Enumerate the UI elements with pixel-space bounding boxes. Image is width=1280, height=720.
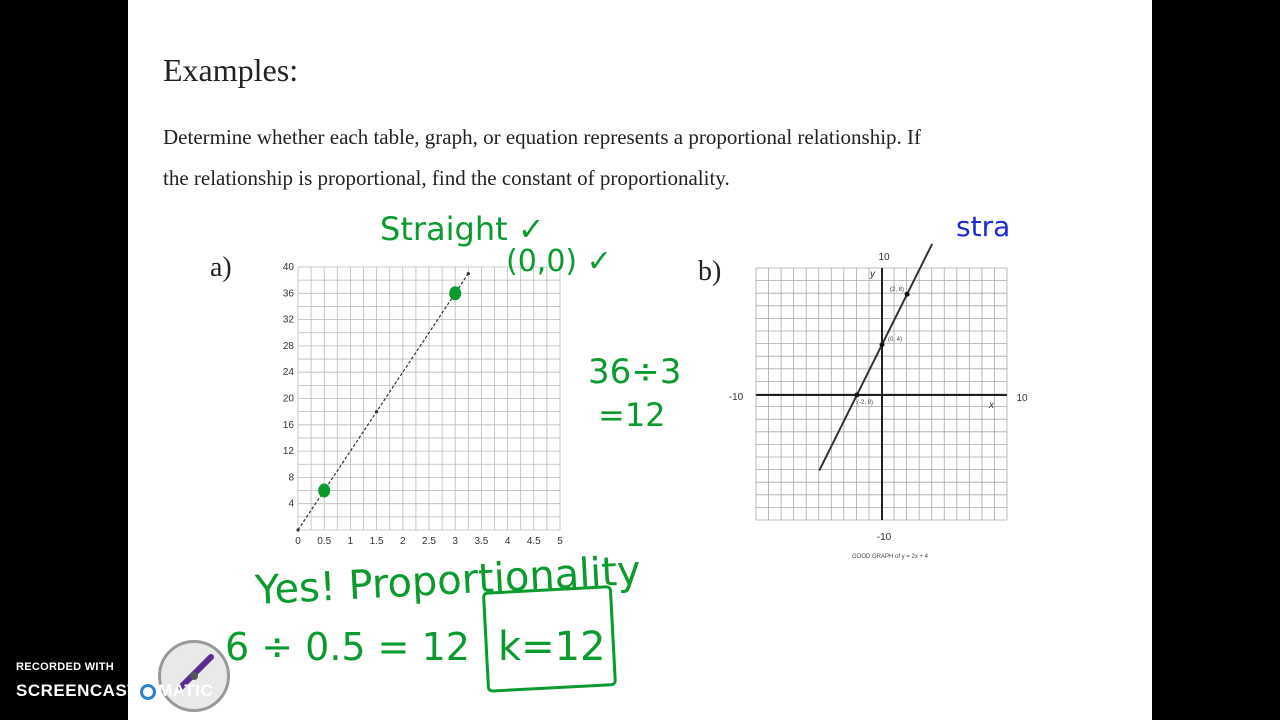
- graph-b-caption: GOOD GRAPH of y = 2x + 4: [851, 554, 929, 560]
- problem-label-a: a): [210, 252, 232, 283]
- graph-a-y-tick: 20: [282, 393, 294, 405]
- screencast-logo-icon: [158, 640, 230, 712]
- graph-b-point-label: (0, 4): [888, 337, 903, 343]
- handwritten-annotations: [128, 0, 1152, 720]
- graph-b-axis-left: -10: [728, 392, 744, 403]
- slide-page: [128, 0, 1152, 720]
- recorded-with-text: RECORDED WITH: [16, 661, 115, 673]
- screencast-brand-text: [16, 681, 213, 701]
- graph-a-x-tick: 1.5: [369, 536, 384, 547]
- graph-a-x-tick: 0: [295, 536, 301, 547]
- screencast-watermark: [0, 650, 240, 720]
- annotation-equals-12: =12: [598, 396, 666, 434]
- graph-b-x-axis-label: x: [989, 400, 994, 411]
- graph-a-y-tick: 12: [282, 446, 294, 458]
- graph-a-x-tick: 1: [347, 536, 354, 547]
- graph-a-x-tick: 4.5: [526, 536, 541, 547]
- graph-a-x-tick: 2.5: [422, 536, 436, 547]
- graph-a-x-tick: 2: [400, 536, 406, 547]
- graph-a-y-tick: 24: [282, 367, 294, 379]
- graph-a-y-tick: 40: [282, 262, 294, 273]
- graph-b-axis-top: 10: [878, 252, 890, 263]
- instructions-line-2: the relationship is proportional, find the constant of proportionality.: [163, 166, 730, 190]
- brand-right-text: MATIC: [158, 681, 214, 700]
- annotation-stra: stra: [956, 210, 1011, 243]
- graph-b-point-label: (-2, 0): [857, 400, 874, 406]
- graph-a-y-tick: 32: [282, 314, 294, 326]
- graph-a-y-tick: 28: [282, 340, 294, 352]
- annotation-origin: (0,0) ✓: [506, 244, 612, 279]
- brand-left-text: SCREENCAST: [16, 681, 139, 700]
- graph-a-x-tick: 3: [452, 536, 458, 547]
- annotation-k-equals-12: k=12: [498, 624, 606, 670]
- graph-b-y-axis-label: y: [870, 269, 875, 280]
- brand-o-icon: [140, 684, 156, 700]
- page-heading: Examples:: [163, 52, 299, 88]
- annotation-calc-36-div-3: 36÷3: [588, 352, 682, 392]
- graph-a-x-tick: 0.5: [317, 536, 332, 547]
- graph-a-x-tick: 4: [504, 536, 511, 547]
- graph-a-y-tick: 36: [282, 288, 294, 300]
- annotation-calc-6-div-half: 6 ÷ 0.5 = 12: [225, 625, 470, 669]
- problem-label-b: b): [698, 256, 722, 287]
- instructions-line-1: Determine whether each table, graph, or equation represents a proportional relationship. If: [163, 125, 922, 149]
- annotation-straight: Straight ✓: [380, 210, 545, 248]
- graph-a-x-tick: 5: [557, 536, 563, 547]
- graph-a-x-tick: 3.5: [474, 536, 489, 547]
- graph-b-axis-right: 10: [1016, 393, 1028, 404]
- graph-a-y-tick: 16: [282, 419, 294, 431]
- annotation-yes-proportionality: Yes! Proportionality: [254, 547, 642, 614]
- graph-a-y-tick: 4: [288, 498, 294, 510]
- graph-b-axis-bottom: -10: [876, 532, 892, 543]
- graph-b-point-label: (2, 8): [890, 287, 905, 293]
- graph-a-y-tick: 8: [288, 472, 294, 484]
